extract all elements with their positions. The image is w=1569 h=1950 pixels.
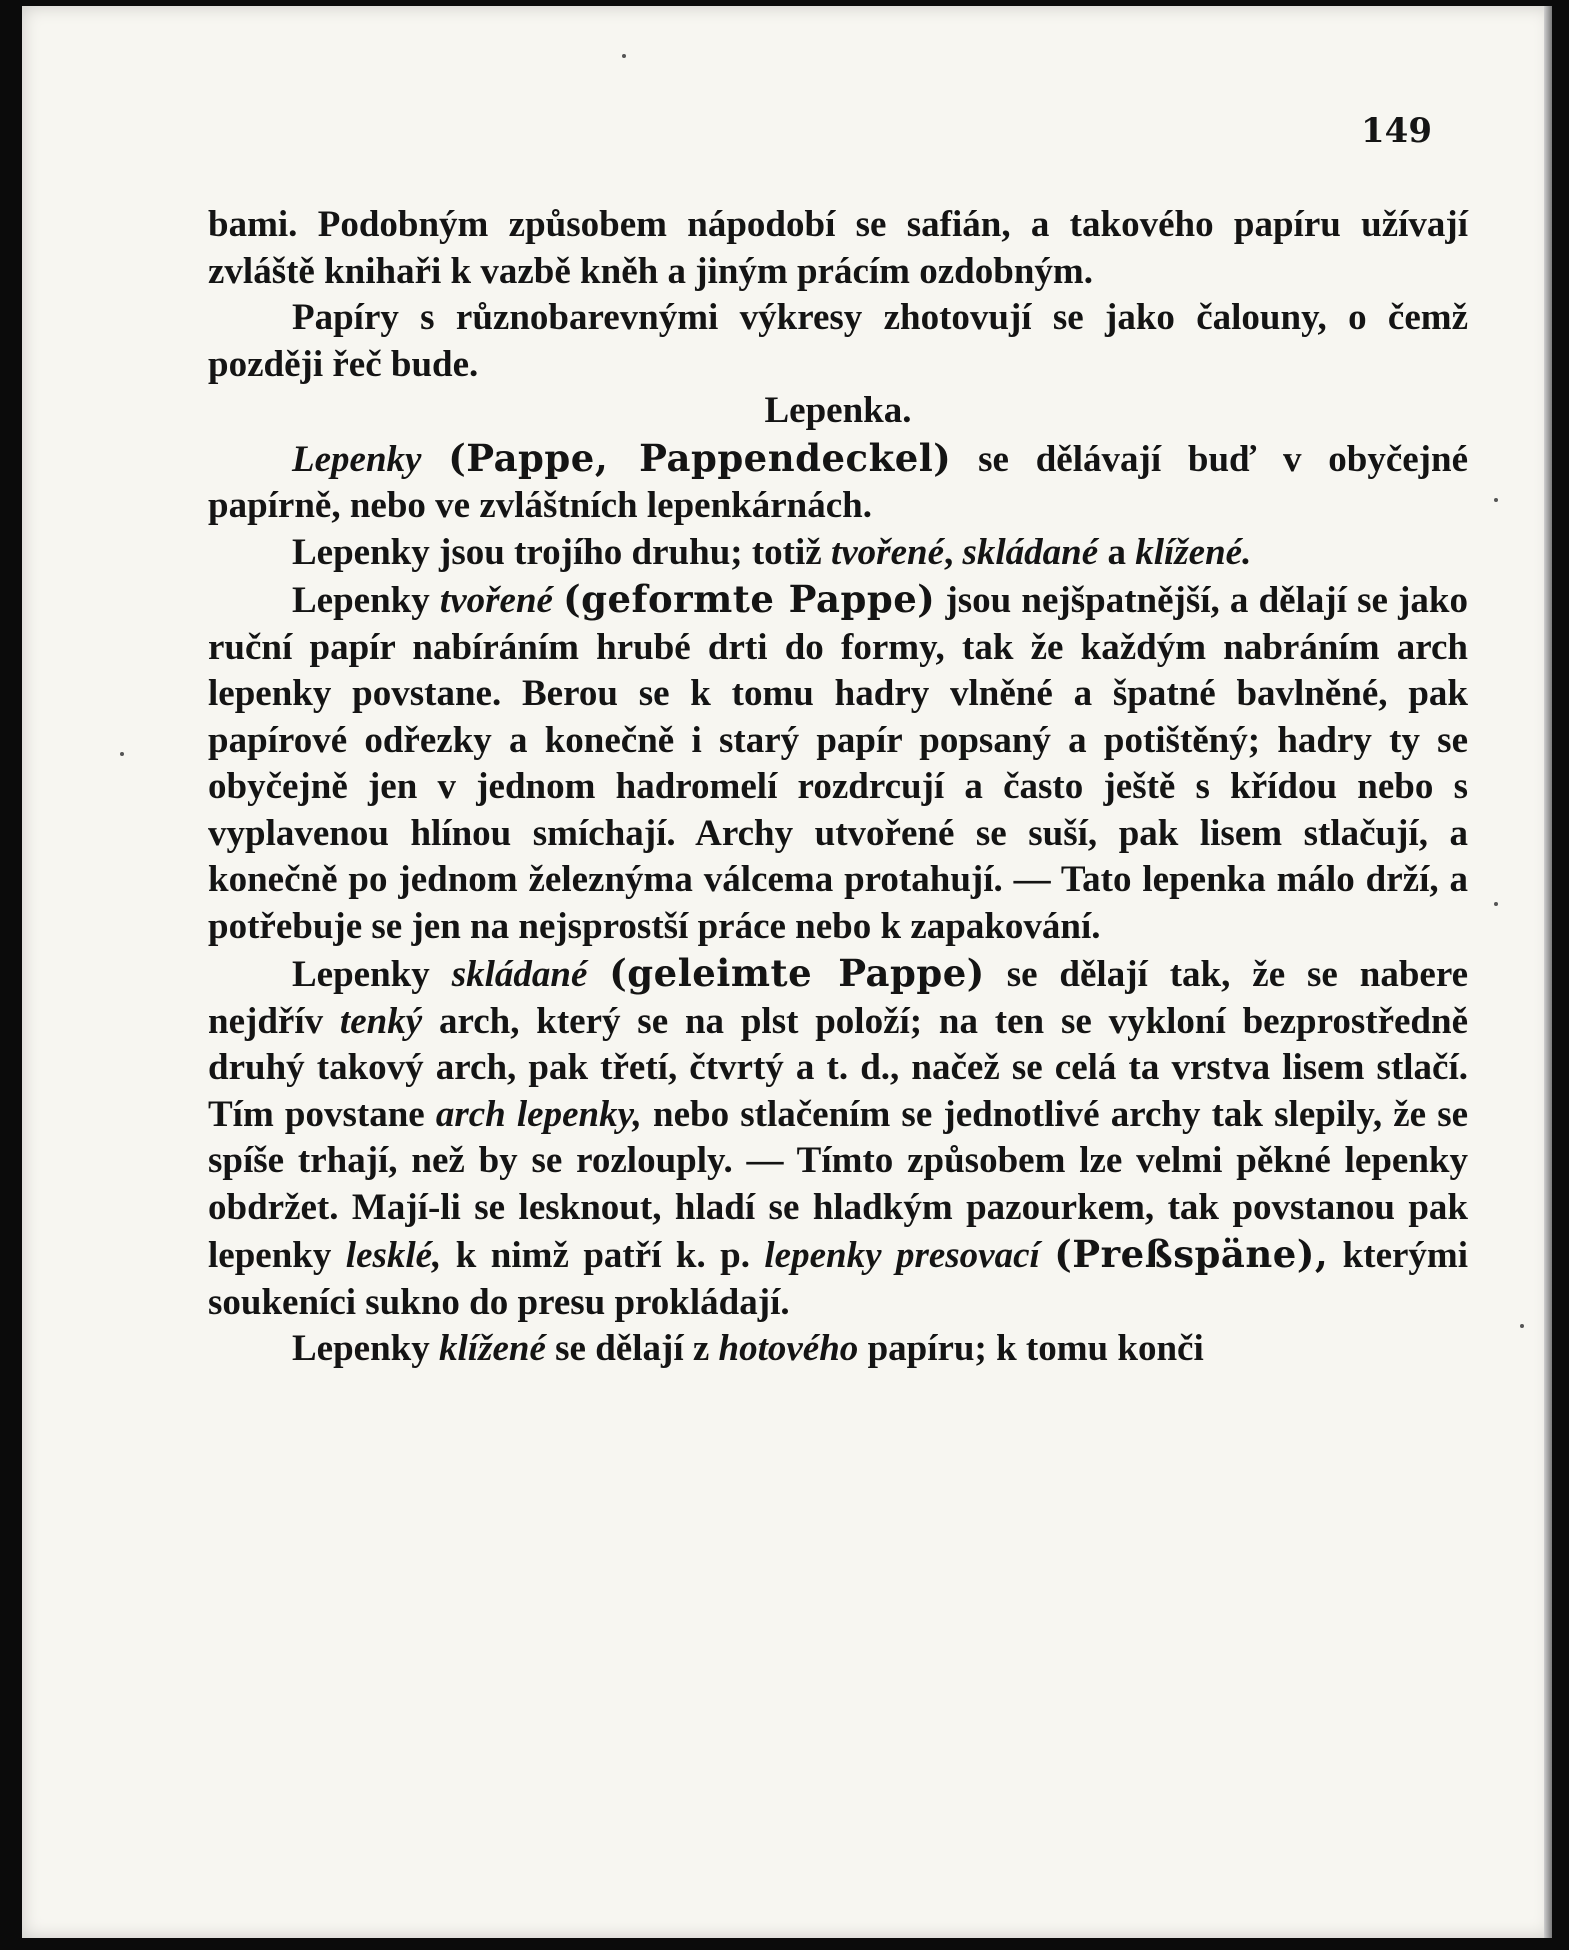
paragraph-4-text: Lepenky jsou trojího druhu; totiž	[292, 531, 822, 573]
paragraph-6-start: Lepenky	[292, 954, 430, 995]
paragraph-2-text: Papíry s různobarevnými výkresy zhotovují se jako čalouny, o čemž později řeč bude.	[208, 297, 1468, 385]
print-speck	[1494, 902, 1498, 906]
page-edge-shadow	[1544, 6, 1552, 1938]
term-lepenky: Lepenky	[292, 438, 422, 480]
term-arch-lepenky: arch lepenky,	[435, 1093, 642, 1135]
print-speck	[1520, 1324, 1524, 1328]
paragraph-7	[208, 1326, 1468, 1373]
german-term-2: (geformte Pappe)	[563, 577, 936, 621]
term-tenky: tenký	[339, 1000, 423, 1042]
term-hotoveho: hotového	[718, 1328, 859, 1369]
paragraph-5	[208, 576, 1468, 950]
term-skladane-2: skládané	[451, 954, 588, 995]
term-klizene: klížené.	[1135, 531, 1252, 573]
page-body-text	[208, 202, 1468, 1373]
paragraph-1	[208, 202, 1468, 295]
paragraph-6-text-e: kterými soukeníci sukno do presu prokládají.	[208, 1235, 1469, 1323]
term-tvorene: tvořené	[830, 531, 944, 573]
paragraph-6	[208, 950, 1468, 1326]
term-skladane: skládané	[962, 531, 1099, 573]
term-klizene-2: klížené	[439, 1328, 546, 1369]
paragraph-2	[208, 295, 1468, 388]
conjunction: a	[1107, 531, 1126, 573]
paragraph-4: Lepenky jsou trojího druhu; totiž tvořené, skládané a klížené.	[292, 531, 1252, 573]
print-speck	[120, 752, 124, 756]
paragraph-3-text: se dělávají buď v obyčejné papírně, nebo ve zvláštních lepenkárnách.	[208, 438, 1468, 526]
german-term-3: (geleimte Pappe)	[609, 951, 985, 995]
paragraph-6-text-a: se dělají tak, že se nabere nejdřív	[208, 954, 1469, 1042]
term-tvorene-2: tvořené	[439, 580, 553, 621]
print-speck	[622, 54, 626, 58]
paragraph-3	[208, 435, 1468, 530]
paragraph-6-text-d: k nimž patří k. p.	[455, 1235, 750, 1276]
paragraph-7-text-a: se dělají z	[555, 1328, 710, 1369]
paragraph-6-text-c: nebo stlačením se jednotlivé archy tak slepily, že se spíše trhají, než by se rozlouply. — Tímto způsobem lze velmi pěkné lepenky obdržet. Mají-li se lesknout, hladí se hladkým pazourkem, tak povstanou pak lepenky	[208, 1093, 1469, 1276]
paragraph-7-text-b: papíru; k tomu konči	[867, 1328, 1204, 1369]
section-heading: Lepenka.	[764, 390, 912, 431]
print-speck	[1494, 498, 1498, 502]
term-presovaci: lepenky presovací	[764, 1235, 1040, 1276]
paragraph-5-text: jsou nejšpatnější, a dělají se jako ruční papír nabíráním hrubé drti do formy, tak že každým nabráním arch lepenky povstane. Berou se k tomu hadry vlněné a špatné bavlněné, pak papírové odřezky a konečně i starý papír popsaný a potištěný; hadry ty se obyčejně jen v jednom hadromelí rozdrcují a často ještě s křídou nebo s vyplavenou hlínou smíchají. Archy utvořené se suší, pak lisem stlačují, a konečně po jednom železnýma válcema protahují. — Tato lepenka málo drží, a potřebuje se jen na nejsprostší práce nebo k zapakování.	[208, 580, 1468, 947]
german-term: (Pappe, Pappendeckel)	[448, 435, 952, 480]
german-term-4: (Preßspäne),	[1054, 1232, 1329, 1276]
page-number: 149	[1361, 111, 1432, 151]
paragraph-6-text-b: arch, který se na plst položí; na ten se vykloní bezprostředně druhý takový arch, pak třetí, čtvrtý a t. d., načež se celá ta vrstva lisem stlačí. Tím povstane	[208, 1000, 1468, 1135]
paragraph-7-start: Lepenky	[292, 1328, 430, 1369]
paragraph-1-text: bami. Podobným způsobem nápodobí se safián, a takového papíru užívají zvláště knihaři k vazbě kněh a jiným prácím ozdobným.	[208, 204, 1468, 292]
paragraph-5-start: Lepenky	[292, 580, 430, 621]
term-leskle: lesklé,	[345, 1235, 442, 1276]
book-page	[22, 6, 1552, 1938]
